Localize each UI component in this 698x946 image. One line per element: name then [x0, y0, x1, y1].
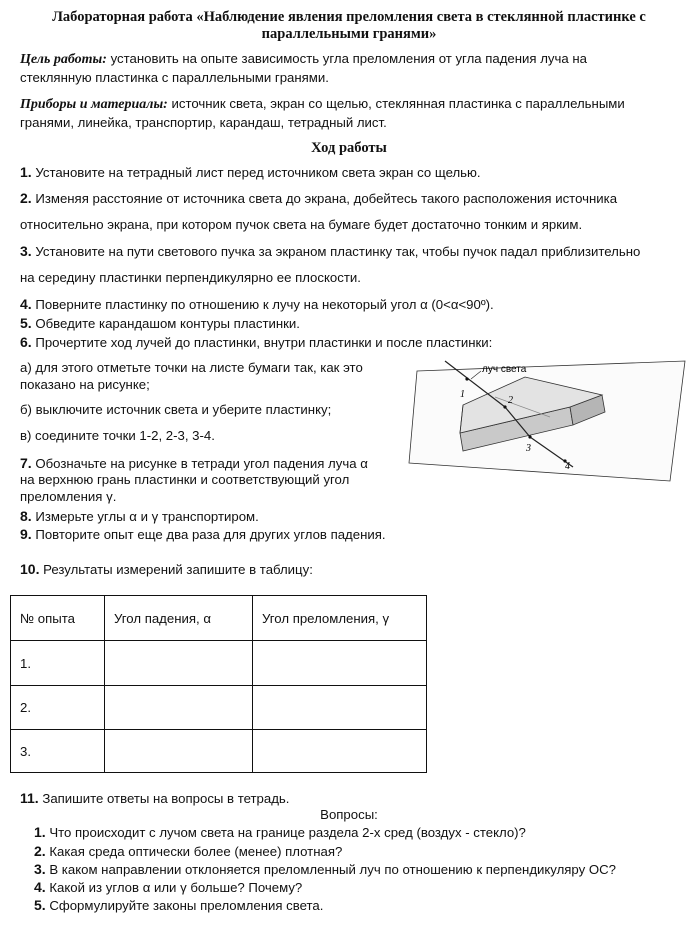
questions-title: Вопросы:: [320, 807, 378, 822]
step-10-text: Результаты измерений запишите в таблицу:: [39, 562, 313, 577]
step-4-text: Поверните пластинку по отношению к лучу на некоторый угол α (0<α<90º).: [31, 297, 494, 312]
point-1-marker: [465, 377, 468, 380]
materials-line-1: [20, 96, 625, 113]
step-5: [20, 315, 300, 331]
question-number: 2.: [34, 843, 46, 859]
question-number: 4.: [34, 879, 46, 895]
goal-line-2: стеклянную пластинка с параллельными гранями.: [20, 70, 329, 85]
materials-line-2: гранями, линейка, транспортир, карандаш, тетрадный лист.: [20, 115, 387, 130]
goal-line-1: [20, 51, 587, 68]
step-2-text-1: Изменяя расстояние от источника света до экрана, добейтесь такого расположения источника: [31, 191, 618, 206]
step-9: [20, 526, 386, 542]
step-6-number: 6.: [20, 334, 32, 350]
goal-label: Цель работы:: [20, 52, 107, 67]
step-6c: в) соедините точки 1-2, 2-3, 3-4.: [20, 428, 215, 443]
results-table: [10, 595, 427, 773]
table-header-cell: № опыта: [11, 596, 105, 641]
step-11-text: Запишите ответы на вопросы в тетрадь.: [38, 791, 290, 806]
step-1-text: Установите на тетрадный лист перед источником света экран со щелью.: [31, 165, 481, 180]
table-cell: 1.: [11, 641, 105, 686]
table-cell[interactable]: [253, 641, 427, 686]
step-4: [20, 296, 494, 312]
step-8-text: Измерьте углы α и γ транспортиром.: [31, 509, 259, 524]
step-6: [20, 334, 492, 350]
procedure-heading: Ход работы: [311, 140, 387, 156]
step-9-text: Повторите опыт еще два раза для других углов падения.: [31, 527, 386, 542]
table-row: [11, 641, 427, 686]
step-3: [20, 243, 640, 259]
question-number: 3.: [34, 861, 46, 877]
materials-label: Приборы и материалы:: [20, 97, 168, 112]
table-cell[interactable]: [105, 641, 253, 686]
point-4-label: 4: [565, 461, 570, 472]
step-5-number: 5.: [20, 315, 32, 331]
table-header-row: [11, 596, 427, 641]
table-cell[interactable]: [105, 730, 253, 773]
title-line-1: Лабораторная работа «Наблюдение явления преломления света в стеклянной пластинке с: [52, 9, 646, 25]
table-header-cell: Угол преломления, γ: [253, 596, 427, 641]
step-11: [20, 790, 289, 806]
table-row: [11, 730, 427, 773]
step-2-line-2: относительно экрана, при котором пучок света на бумаге будет достаточно тонким и ярким.: [20, 217, 583, 232]
goal-text-1: установить на опыте зависимость угла преломления от угла падения луча на: [106, 51, 587, 66]
step-10: [20, 561, 313, 577]
question-text: Сформулируйте законы преломления света.: [45, 898, 324, 913]
table-cell[interactable]: [253, 730, 427, 773]
step-4-number: 4.: [20, 296, 32, 312]
step-6a-line-1: а) для этого отметьте точки на листе бумаги так, как это: [20, 360, 363, 375]
table-cell[interactable]: [105, 686, 253, 730]
step-9-number: 9.: [20, 526, 32, 542]
step-5-text: Обведите карандашом контуры пластинки.: [31, 316, 300, 331]
question-item: [34, 897, 323, 913]
table-cell: 2.: [11, 686, 105, 730]
question-item: [34, 843, 342, 859]
step-6a-line-2: показано на рисунке;: [20, 377, 150, 392]
step-2: [20, 190, 617, 206]
title-line-2: параллельными гранями»: [261, 26, 437, 42]
table-cell[interactable]: [253, 686, 427, 730]
step-7: [20, 455, 368, 471]
refraction-figure: [405, 355, 690, 485]
materials-text-1: источник света, экран со щелью, стеклянная пластинка с параллельными: [167, 96, 625, 111]
step-7-line-2: на верхнюю грань пластинки и соответствующий угол: [20, 472, 350, 487]
step-1: [20, 164, 481, 180]
table-cell: 3.: [11, 730, 105, 773]
point-2-marker: [503, 405, 506, 408]
question-text: Что происходит с лучом света на границе раздела 2-х сред (воздух - стекло)?: [45, 825, 526, 840]
step-10-number: 10.: [20, 561, 40, 577]
step-11-number: 11.: [20, 790, 39, 806]
step-8-number: 8.: [20, 508, 32, 524]
beam-label: луч света: [482, 364, 527, 375]
question-item: [34, 861, 616, 877]
step-7-text-1: Обозначьте на рисунке в тетради угол падения луча α: [31, 456, 368, 471]
table-row: [11, 686, 427, 730]
step-6-text: Прочертите ход лучей до пластинки, внутри пластинки и после пластинки:: [31, 335, 493, 350]
question-text: В каком направлении отклоняется преломленный луч по отношению к перпендикуляру ОС?: [45, 862, 616, 877]
point-2-label: 2: [508, 395, 513, 406]
step-3-text-1: Установите на пути светового пучка за экраном пластинку так, чтобы пучок падал приблизительно: [31, 244, 641, 259]
step-2-number: 2.: [20, 190, 32, 206]
step-3-number: 3.: [20, 243, 32, 259]
question-number: 1.: [34, 824, 46, 840]
point-1-label: 1: [460, 389, 465, 400]
point-3-label: 3: [526, 443, 531, 454]
question-item: [34, 879, 302, 895]
step-6b: б) выключите источник света и уберите пластинку;: [20, 402, 332, 417]
step-7-number: 7.: [20, 455, 32, 471]
step-1-number: 1.: [20, 164, 32, 180]
question-text: Какой из углов α или γ больше? Почему?: [45, 880, 303, 895]
question-number: 5.: [34, 897, 46, 913]
step-7-line-3: преломления γ.: [20, 489, 117, 504]
question-item: [34, 824, 526, 840]
point-3-marker: [528, 435, 531, 438]
page-title: [0, 9, 698, 43]
step-3-line-2: на середину пластинки перпендикулярно ее плоскости.: [20, 270, 361, 285]
table-header-cell: Угол падения, α: [105, 596, 253, 641]
step-8: [20, 508, 259, 524]
question-text: Какая среда оптически более (менее) плотная?: [45, 844, 343, 859]
